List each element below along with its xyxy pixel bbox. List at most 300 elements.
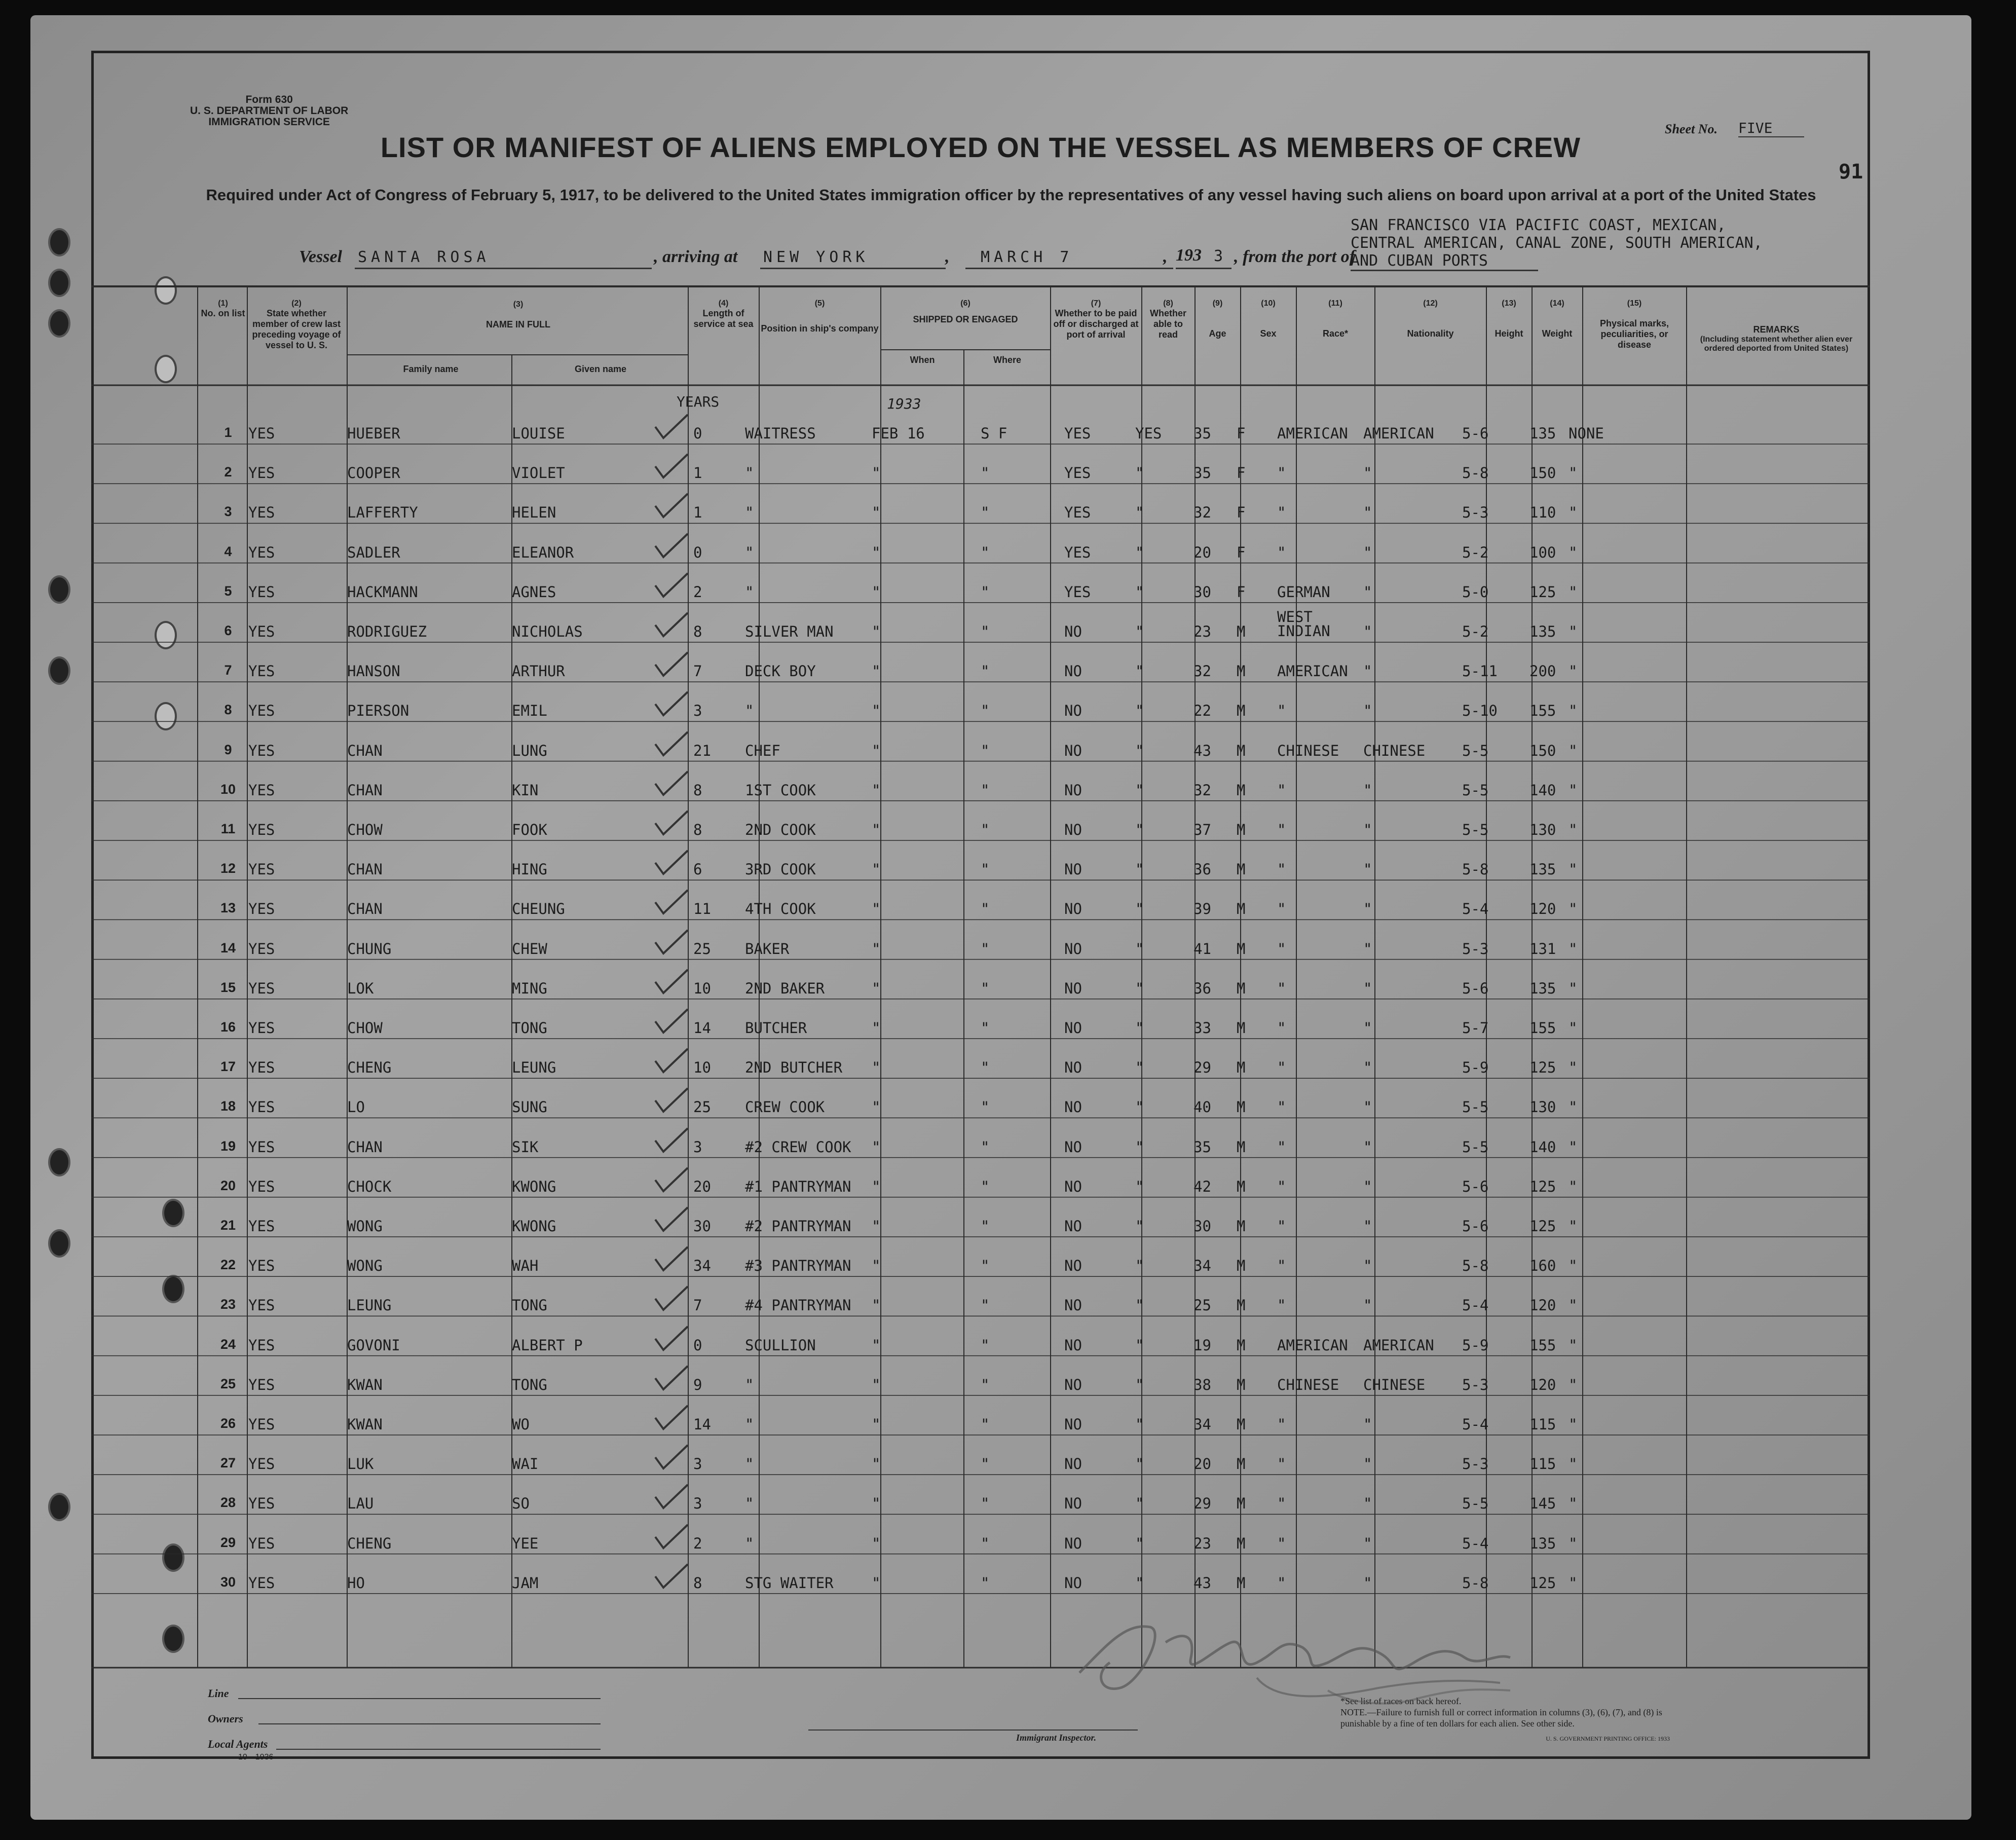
- able-to-read-cell: ": [1135, 1495, 1144, 1513]
- age-cell: 23: [1193, 1534, 1211, 1552]
- sex-cell: M: [1237, 861, 1246, 878]
- age-cell: 37: [1193, 821, 1211, 838]
- footer-agents-label: Local Agents: [208, 1738, 268, 1750]
- service-length-cell: 2: [693, 583, 702, 601]
- checkmark-icon: [651, 1363, 692, 1393]
- position-cell: #1 PANTRYMAN: [745, 1177, 851, 1195]
- nationality-cell: ": [1363, 781, 1372, 799]
- service-length-cell: 30: [693, 1218, 711, 1235]
- given-name-cell: NICHOLAS: [512, 623, 583, 640]
- weight-cell: 100: [1529, 543, 1556, 561]
- service-length-cell: 3: [693, 1455, 702, 1473]
- arrival-date: MARCH 7: [965, 248, 1173, 269]
- sex-cell: M: [1237, 702, 1246, 720]
- last-voyage-cell: YES: [248, 781, 275, 799]
- physical-marks-cell: ": [1569, 979, 1578, 997]
- col-title: Length of service at sea: [693, 308, 754, 329]
- service-length-cell: 8: [693, 821, 702, 838]
- checkmark-icon: [651, 729, 692, 759]
- position-cell: ": [745, 1376, 754, 1393]
- sex-cell: F: [1237, 425, 1246, 442]
- nationality-cell: ": [1363, 1138, 1372, 1156]
- able-to-read-cell: ": [1135, 1257, 1144, 1275]
- col-number: (8): [1163, 299, 1173, 308]
- checkmark-icon: [651, 1046, 692, 1076]
- service-length-cell: 0: [693, 1336, 702, 1354]
- service-length-cell: 34: [693, 1257, 711, 1275]
- sex-cell: M: [1237, 1376, 1246, 1393]
- age-cell: 42: [1193, 1177, 1211, 1195]
- weight-cell: 120: [1529, 900, 1556, 918]
- family-name-cell: HUEBER: [347, 425, 400, 442]
- race-cell: ": [1277, 781, 1286, 799]
- given-name-cell: KIN: [512, 781, 539, 799]
- weight-cell: 125: [1529, 1177, 1556, 1195]
- shipped-where-cell: ": [981, 1138, 990, 1156]
- last-voyage-cell: YES: [248, 464, 275, 482]
- last-voyage-cell: YES: [248, 1059, 275, 1077]
- age-cell: 39: [1193, 900, 1211, 918]
- shipped-where-cell: ": [981, 979, 990, 997]
- nationality-cell: ": [1363, 1098, 1372, 1116]
- col-header-position: [760, 299, 879, 334]
- last-voyage-cell: YES: [248, 1376, 275, 1393]
- service-length-cell: 0: [693, 425, 702, 442]
- position-cell: ": [745, 1455, 754, 1473]
- sex-cell: F: [1237, 543, 1246, 561]
- col-header-shipped: [882, 299, 1049, 325]
- checkmark-icon: [651, 412, 692, 442]
- able-to-read-cell: ": [1135, 1416, 1144, 1433]
- height-cell: 5-7: [1462, 1019, 1489, 1037]
- sex-cell: M: [1237, 1336, 1246, 1354]
- checkmark-icon: [651, 1323, 692, 1354]
- col-header-read: [1143, 299, 1193, 340]
- family-name-cell: CHAN: [347, 742, 383, 759]
- last-voyage-cell: YES: [248, 1177, 275, 1195]
- nationality-cell: ": [1363, 861, 1372, 878]
- family-name-cell: SADLER: [347, 543, 400, 561]
- row-number: 4: [224, 543, 232, 559]
- able-to-read-cell: ": [1135, 543, 1144, 561]
- able-to-read-cell: ": [1135, 504, 1144, 522]
- shipped-where-cell: ": [981, 1257, 990, 1275]
- sex-cell: M: [1237, 1455, 1246, 1473]
- sex-cell: M: [1237, 1534, 1246, 1552]
- physical-marks-cell: ": [1569, 1218, 1578, 1235]
- sex-cell: F: [1237, 583, 1246, 601]
- sex-cell: M: [1237, 1098, 1246, 1116]
- age-cell: 29: [1193, 1495, 1211, 1513]
- family-name-cell: PIERSON: [347, 702, 409, 720]
- paid-off-cell: YES: [1064, 425, 1091, 442]
- checkmark-icon: [651, 1403, 692, 1433]
- paid-off-cell: NO: [1064, 1257, 1082, 1275]
- race-cell: CHINESE: [1277, 1376, 1339, 1393]
- checkmark-icon: [651, 967, 692, 997]
- row-number: 22: [220, 1257, 236, 1273]
- shipped-when-cell: ": [872, 543, 881, 561]
- position-cell: SCULLION: [745, 1336, 816, 1354]
- service-length-cell: 7: [693, 1297, 702, 1314]
- paid-off-cell: NO: [1064, 1455, 1082, 1473]
- given-name-cell: WO: [512, 1416, 530, 1433]
- physical-marks-cell: ": [1569, 900, 1578, 918]
- race-cell: AMERICAN: [1277, 1336, 1348, 1354]
- weight-cell: 200: [1529, 663, 1556, 680]
- paid-off-cell: YES: [1064, 583, 1091, 601]
- comma: ,: [945, 247, 950, 266]
- row-number: 21: [220, 1218, 236, 1233]
- weight-cell: 125: [1529, 583, 1556, 601]
- shipped-where-cell: ": [981, 1495, 990, 1513]
- physical-marks-cell: ": [1569, 1019, 1578, 1037]
- given-name-cell: ALBERT P: [512, 1336, 583, 1354]
- position-cell: ": [745, 1495, 754, 1513]
- physical-marks-cell: ": [1569, 1257, 1578, 1275]
- row-number: 30: [220, 1574, 236, 1590]
- given-name-cell: VIOLET: [512, 464, 565, 482]
- row-number: 19: [220, 1138, 236, 1154]
- page-number: 91: [1839, 160, 1863, 183]
- checkmark-icon: [651, 491, 692, 521]
- family-name-cell: KWAN: [347, 1416, 383, 1433]
- shipped-where-cell: ": [981, 1297, 990, 1314]
- last-voyage-cell: YES: [248, 1574, 275, 1592]
- height-cell: 5-4: [1462, 1534, 1489, 1552]
- family-name-cell: LEUNG: [347, 1297, 392, 1314]
- nationality-cell: ": [1363, 1019, 1372, 1037]
- col-header-weight: [1533, 299, 1581, 339]
- col-title: No. on list: [201, 308, 245, 318]
- position-cell: 2ND COOK: [745, 821, 816, 838]
- age-cell: 36: [1193, 861, 1211, 878]
- row-number: 12: [220, 861, 236, 876]
- position-cell: 2ND BAKER: [745, 979, 825, 997]
- height-cell: 5-4: [1462, 900, 1489, 918]
- ports-line-1: SAN FRANCISCO VIA PACIFIC COAST, MEXICAN,: [1351, 216, 1726, 234]
- service-length-cell: 8: [693, 623, 702, 640]
- age-cell: 43: [1193, 1574, 1211, 1592]
- shipped-when-cell: ": [872, 1257, 881, 1275]
- nationality-cell: ": [1363, 1177, 1372, 1195]
- height-cell: 5-8: [1462, 464, 1489, 482]
- paid-off-cell: NO: [1064, 663, 1082, 680]
- able-to-read-cell: ": [1135, 900, 1144, 918]
- position-cell: ": [745, 702, 754, 720]
- age-cell: 34: [1193, 1257, 1211, 1275]
- race-cell: AMERICAN: [1277, 425, 1348, 442]
- given-name-cell: JAM: [512, 1574, 539, 1592]
- height-cell: 5-8: [1462, 1574, 1489, 1592]
- weight-cell: 125: [1529, 1059, 1556, 1077]
- given-name-cell: LOUISE: [512, 425, 565, 442]
- last-voyage-cell: YES: [248, 900, 275, 918]
- nationality-cell: ": [1363, 1455, 1372, 1473]
- shipped-where-cell: ": [981, 1534, 990, 1552]
- physical-marks-cell: ": [1569, 583, 1578, 601]
- able-to-read-cell: ": [1135, 1376, 1144, 1393]
- col-number: (9): [1212, 299, 1223, 308]
- paid-off-cell: NO: [1064, 1574, 1082, 1592]
- race-cell: ": [1277, 979, 1286, 997]
- shipped-where-cell: ": [981, 781, 990, 799]
- checkmark-icon: [651, 649, 692, 680]
- able-to-read-cell: ": [1135, 623, 1144, 640]
- able-to-read-cell: ": [1135, 1455, 1144, 1473]
- shipped-when-cell: ": [872, 464, 881, 482]
- weight-cell: 135: [1529, 979, 1556, 997]
- shipped-when-cell: ": [872, 742, 881, 759]
- shipped-when-cell: ": [872, 1416, 881, 1433]
- col-number: (15): [1627, 299, 1642, 308]
- position-cell: 4TH COOK: [745, 900, 816, 918]
- age-cell: 30: [1193, 1218, 1211, 1235]
- able-to-read-cell: ": [1135, 1218, 1144, 1235]
- shipped-where-cell: ": [981, 464, 990, 482]
- service-name: IMMIGRATION SERVICE: [208, 116, 330, 128]
- weight-cell: 130: [1529, 1098, 1556, 1116]
- family-name-cell: KWAN: [347, 1376, 383, 1393]
- family-name-cell: CHOW: [347, 821, 383, 838]
- col-number: (3): [513, 300, 524, 309]
- nationality-cell: ": [1363, 663, 1372, 680]
- able-to-read-cell: ": [1135, 1019, 1144, 1037]
- paid-off-cell: YES: [1064, 504, 1091, 522]
- paid-off-cell: NO: [1064, 1019, 1082, 1037]
- nationality-cell: ": [1363, 464, 1372, 482]
- shipped-where-cell: ": [981, 702, 990, 720]
- shipped-where-cell: ": [981, 1376, 990, 1393]
- col-number: (11): [1328, 299, 1342, 308]
- sex-cell: M: [1237, 1218, 1246, 1235]
- paid-off-cell: NO: [1064, 1416, 1082, 1433]
- years-annotation: YEARS: [677, 393, 720, 410]
- checkmark-icon: [651, 927, 692, 958]
- physical-marks-cell: ": [1569, 623, 1578, 640]
- form-number: Form 630: [245, 94, 293, 105]
- able-to-read-cell: ": [1135, 940, 1144, 958]
- position-cell: ": [745, 543, 754, 561]
- race-cell: ": [1277, 1574, 1286, 1592]
- position-cell: 1ST COOK: [745, 781, 816, 799]
- inspector-label: Immigrant Inspector.: [1016, 1733, 1097, 1743]
- position-cell: DECK BOY: [745, 663, 816, 680]
- nationality-cell: ": [1363, 940, 1372, 958]
- col-title: Nationality: [1407, 328, 1454, 339]
- able-to-read-cell: ": [1135, 1534, 1144, 1552]
- paid-off-cell: YES: [1064, 464, 1091, 482]
- shipped-when-cell: ": [872, 1098, 881, 1116]
- last-voyage-cell: YES: [248, 702, 275, 720]
- race-cell: ": [1277, 1098, 1286, 1116]
- nationality-cell: ": [1363, 979, 1372, 997]
- shipped-where-cell: ": [981, 1218, 990, 1235]
- shipped-where-cell: ": [981, 504, 990, 522]
- shipped-where-cell: ": [981, 900, 990, 918]
- nationality-cell: ": [1363, 1059, 1372, 1077]
- shipped-when-cell: ": [872, 1138, 881, 1156]
- col-title: Physical marks, peculiarities, or disease: [1599, 318, 1669, 350]
- family-name-cell: CHOCK: [347, 1177, 392, 1195]
- last-voyage-cell: YES: [248, 742, 275, 759]
- checkmark-icon: [651, 848, 692, 878]
- height-cell: 5-6: [1462, 1218, 1489, 1235]
- col-title: Family name: [403, 364, 459, 374]
- given-name-cell: HELEN: [512, 504, 556, 522]
- row-number: 20: [220, 1177, 236, 1193]
- height-cell: 5-5: [1462, 1495, 1489, 1513]
- given-name-cell: TONG: [512, 1019, 547, 1037]
- nationality-cell: ": [1363, 702, 1372, 720]
- sex-cell: F: [1237, 504, 1246, 522]
- family-name-cell: RODRIGUEZ: [347, 623, 427, 640]
- race-cell: ": [1277, 1495, 1286, 1513]
- able-to-read-cell: ": [1135, 583, 1144, 601]
- physical-marks-cell: ": [1569, 821, 1578, 838]
- position-cell: SILVER MAN: [745, 623, 834, 640]
- position-cell: BUTCHER: [745, 1019, 807, 1037]
- family-name-cell: LOK: [347, 979, 374, 997]
- able-to-read-cell: ": [1135, 1297, 1144, 1314]
- col-header-given-name: [514, 364, 687, 375]
- position-cell: ": [745, 1534, 754, 1552]
- col-number: (14): [1550, 299, 1564, 308]
- given-name-cell: SO: [512, 1495, 530, 1513]
- nationality-cell: ": [1363, 1257, 1372, 1275]
- given-name-cell: YEE: [512, 1534, 539, 1552]
- printer-imprint: U. S. GOVERNMENT PRINTING OFFICE: 1933: [1546, 1735, 1670, 1742]
- col-number: (12): [1423, 299, 1438, 308]
- last-voyage-cell: YES: [248, 1495, 275, 1513]
- able-to-read-cell: ": [1135, 781, 1144, 799]
- weight-cell: 120: [1529, 1297, 1556, 1314]
- document-subtitle: Required under Act of Congress of February 5, 1917, to be delivered to the United States immigration officer by the representatives of any vessel having such aliens on board upon arrival at a port of the United States: [206, 186, 1816, 204]
- sex-cell: M: [1237, 1297, 1246, 1314]
- race-cell: ": [1277, 900, 1286, 918]
- family-name-cell: COOPER: [347, 464, 400, 482]
- height-cell: 5-5: [1462, 742, 1489, 759]
- service-length-cell: 14: [693, 1019, 711, 1037]
- weight-cell: 140: [1529, 781, 1556, 799]
- col-header-family-name: [350, 364, 512, 375]
- row-number: 14: [220, 940, 236, 955]
- sheet-number-value: FIVE: [1738, 120, 1804, 137]
- col-title: Weight: [1542, 328, 1573, 339]
- nationality-cell: ": [1363, 583, 1372, 601]
- sex-cell: M: [1237, 1059, 1246, 1077]
- given-name-cell: WAI: [512, 1455, 539, 1473]
- shipped-where-cell: ": [981, 742, 990, 759]
- family-name-cell: CHENG: [347, 1059, 392, 1077]
- col-title: Position in ship's company: [761, 323, 879, 334]
- position-cell: ": [745, 583, 754, 601]
- service-length-cell: 3: [693, 1138, 702, 1156]
- service-length-cell: 10: [693, 979, 711, 997]
- able-to-read-cell: ": [1135, 821, 1144, 838]
- row-number: 11: [220, 821, 236, 836]
- family-name-cell: HO: [347, 1574, 365, 1592]
- sex-cell: F: [1237, 464, 1246, 482]
- given-name-cell: CHEW: [512, 940, 547, 958]
- age-cell: 23: [1193, 623, 1211, 640]
- service-length-cell: 0: [693, 543, 702, 561]
- weight-cell: 150: [1529, 464, 1556, 482]
- row-number: 2: [224, 464, 232, 480]
- age-cell: 32: [1193, 781, 1211, 799]
- checkmark-icon: [651, 768, 692, 799]
- col-header-where: [965, 355, 1049, 365]
- col-header-paid-off: [1052, 299, 1140, 340]
- given-name-cell: HING: [512, 861, 547, 878]
- family-name-cell: WONG: [347, 1218, 383, 1235]
- height-cell: 5-9: [1462, 1059, 1489, 1077]
- race-cell: ": [1277, 1416, 1286, 1433]
- physical-marks-cell: ": [1569, 1059, 1578, 1077]
- weight-cell: 110: [1529, 504, 1556, 522]
- age-cell: 32: [1193, 663, 1211, 680]
- sex-cell: M: [1237, 1177, 1246, 1195]
- col-header-physical-marks: [1584, 299, 1685, 350]
- weight-cell: 125: [1529, 1574, 1556, 1592]
- physical-marks-cell: ": [1569, 1297, 1578, 1314]
- position-cell: ": [745, 504, 754, 522]
- sex-cell: M: [1237, 742, 1246, 759]
- col-title: Where: [993, 355, 1021, 365]
- given-name-cell: LEUNG: [512, 1059, 556, 1077]
- age-cell: 41: [1193, 940, 1211, 958]
- service-length-cell: 1: [693, 464, 702, 482]
- shipped-where-cell: ": [981, 821, 990, 838]
- paid-off-cell: NO: [1064, 1495, 1082, 1513]
- given-name-cell: FOOK: [512, 821, 547, 838]
- race-cell: ": [1277, 464, 1286, 482]
- col-header-race: [1297, 299, 1373, 339]
- row-number: 29: [220, 1534, 236, 1550]
- sex-cell: M: [1237, 1416, 1246, 1433]
- weight-cell: 120: [1529, 1376, 1556, 1393]
- col-header-service: [689, 299, 758, 329]
- age-cell: 34: [1193, 1416, 1211, 1433]
- physical-marks-cell: ": [1569, 1098, 1578, 1116]
- weight-cell: 130: [1529, 821, 1556, 838]
- weight-cell: 115: [1529, 1455, 1556, 1473]
- col-title: NAME IN FULL: [486, 319, 550, 329]
- able-to-read-cell: ": [1135, 663, 1144, 680]
- height-cell: 5-6: [1462, 1177, 1489, 1195]
- row-number: 27: [220, 1455, 236, 1471]
- position-cell: BAKER: [745, 940, 790, 958]
- row-number: 16: [220, 1019, 236, 1035]
- height-cell: 5-11: [1462, 663, 1498, 680]
- col-number: (2): [291, 299, 302, 308]
- age-cell: 30: [1193, 583, 1211, 601]
- physical-marks-cell: ": [1569, 504, 1578, 522]
- able-to-read-cell: ": [1135, 464, 1144, 482]
- footer-line-field: [238, 1698, 601, 1699]
- last-voyage-cell: YES: [248, 583, 275, 601]
- able-to-read-cell: YES: [1135, 425, 1162, 442]
- last-voyage-cell: YES: [248, 1098, 275, 1116]
- nationality-cell: ": [1363, 1218, 1372, 1235]
- service-length-cell: 2: [693, 1534, 702, 1552]
- height-cell: 5-5: [1462, 1098, 1489, 1116]
- given-name-cell: MING: [512, 979, 547, 997]
- position-cell: CHEF: [745, 742, 780, 759]
- col-header-list-no: [200, 299, 246, 319]
- paid-off-cell: NO: [1064, 702, 1082, 720]
- age-cell: 25: [1193, 1297, 1211, 1314]
